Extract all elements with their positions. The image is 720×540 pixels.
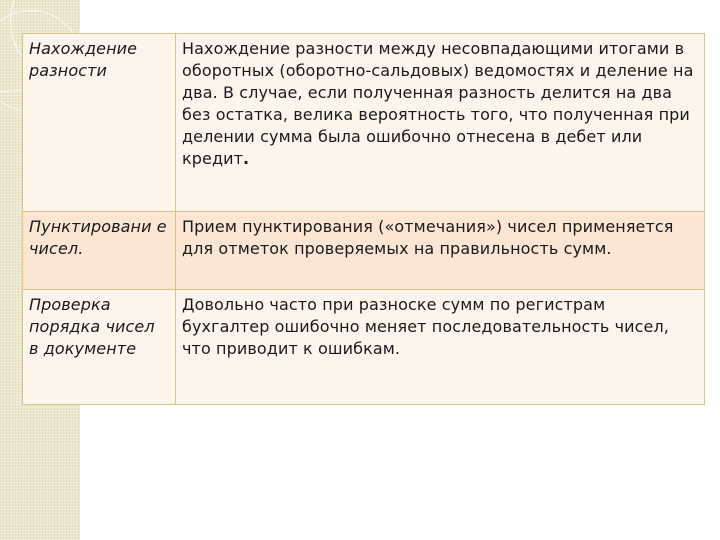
term-cell: Проверка порядка чисел в документе xyxy=(23,290,176,405)
description-cell: Прием пунктирования («отмечания») чисел применяется для отметок проверяемых на правильность сумм. xyxy=(176,212,705,290)
description-text: Нахождение разности между несовпадающими итогами в оборотных (оборотно-сальдовых) ведомостях и деление на два. В случае, если полученная разность делится на два без остатка, велика вероятность того, что полученная при делении сумма была ошибочно отнесена в дебет или кредит xyxy=(182,39,694,168)
description-cell: Довольно часто при разноске сумм по регистрам бухгалтер ошибочно меняет последовательность чисел, что приводит к ошибкам. xyxy=(176,290,705,405)
description-end: . xyxy=(243,149,250,168)
methods-table xyxy=(22,33,705,405)
term-cell: Нахождение разности xyxy=(23,34,176,212)
methods-table-container xyxy=(22,33,703,397)
table-row xyxy=(23,290,705,405)
table-row xyxy=(23,212,705,290)
table-row xyxy=(23,34,705,212)
description-cell xyxy=(176,34,705,212)
term-cell: Пунктировани е чисел. xyxy=(23,212,176,290)
